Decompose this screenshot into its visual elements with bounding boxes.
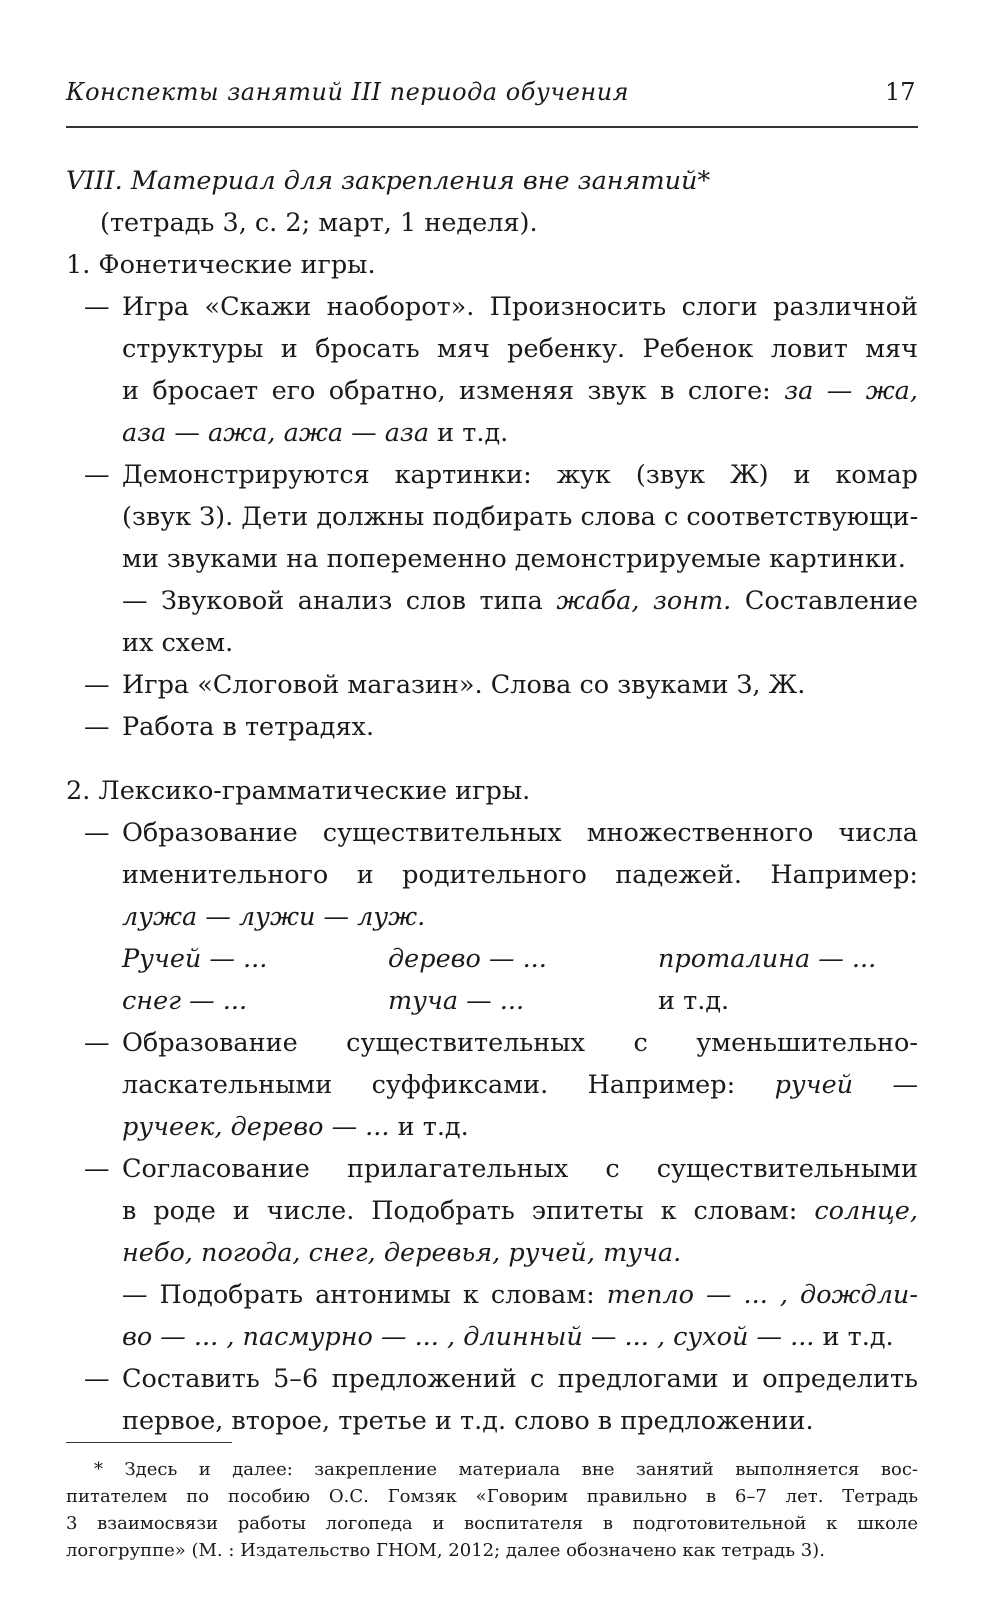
paragraph-gap	[0, 748, 1000, 770]
footnote-line: * Здесь и далее: закрепление материала вне занятий выполняется вос-	[94, 1459, 918, 1480]
dash-marker: —	[84, 1154, 110, 1184]
section-title: VIII. Материал для закрепления вне занятий*	[66, 166, 711, 196]
example-words: ручей —	[774, 1070, 918, 1100]
word-table-row	[0, 938, 918, 980]
example-words: небо, погода, снег, деревья, ручей, туча.	[122, 1238, 682, 1268]
text-line	[0, 412, 918, 454]
text-line-part: и т.д.	[429, 418, 509, 448]
text-line-part: — Звуковой анализ слов типа	[122, 586, 543, 616]
text-line: структуры и бросать мяч ребенку. Ребенок ловит мяч	[122, 334, 918, 364]
text-line	[0, 1022, 918, 1064]
example-words: солнце,	[814, 1196, 918, 1226]
text-line-part: Составить 5–6 предложений с предлогами и определить	[122, 1364, 918, 1394]
dash-marker: —	[84, 818, 110, 848]
text-line-part: — Подобрать антонимы к словам:	[122, 1280, 595, 1310]
text-line-part: Игра «Скажи наоборот». Произносить слоги различной	[122, 292, 918, 322]
text-line	[0, 1274, 918, 1316]
example-words: аза — ажа, ажа — аза	[122, 418, 430, 448]
main-text	[0, 160, 1000, 1442]
footnote-rule	[66, 1442, 232, 1443]
text-line: именительного и родительного падежей. Например:	[122, 860, 918, 890]
text-line-part: и т.д.	[389, 1112, 469, 1142]
text-line	[0, 706, 918, 748]
footnote-line: питателем по пособию О.С. Гомзяк «Говорим правильно в 6–7 лет. Тетрадь	[66, 1486, 918, 1507]
text-line	[0, 286, 918, 328]
running-title: Конспекты занятий III периода обучения	[66, 78, 630, 106]
footnote-line: 3 взаимосвязи работы логопеда и воспитателя в подготовительной к школе	[66, 1513, 918, 1534]
text-line-part: ласкательными суффиксами. Например:	[122, 1070, 736, 1100]
footnote	[66, 1456, 918, 1564]
footnote-line: логогруппе» (М. : Издательство ГНОМ, 2012; далее обозначено как тетрадь 3).	[66, 1540, 825, 1561]
word-cell: дерево — ...	[388, 944, 547, 974]
word-cell: Ручей — ...	[122, 944, 268, 974]
example-words: ручеек, дерево — ...	[122, 1112, 390, 1142]
example-words: тепло — ... , дождли-	[606, 1280, 918, 1310]
text-line	[0, 370, 918, 412]
text-line: их схем.	[122, 628, 234, 658]
word-cell: проталина — ...	[658, 944, 877, 974]
text-line-part: Образование существительных множественного числа	[122, 818, 918, 848]
text-line	[0, 664, 918, 706]
text-line-part: Демонстрируются картинки: жук (звук Ж) и комар	[122, 460, 918, 490]
text-line	[0, 1316, 918, 1358]
word-cell: и т.д.	[658, 986, 730, 1016]
dash-marker: —	[84, 1028, 110, 1058]
dash-marker: —	[84, 670, 110, 700]
block2-heading: 2. Лексико-грамматические игры.	[66, 776, 531, 806]
dash-marker: —	[84, 712, 110, 742]
text-line	[0, 1106, 918, 1148]
text-line-part: —	[84, 460, 110, 490]
text-line: ми звуками на попеременно демонстрируемые картинки.	[122, 544, 906, 574]
text-line: первое, второе, третье и т.д. слово в предложении.	[122, 1406, 814, 1436]
text-line-part: Образование существительных с уменьшительно-	[122, 1028, 918, 1058]
text-line-part: и т.д.	[814, 1322, 894, 1352]
text-line	[0, 1064, 918, 1106]
text-line-part: в роде и числе. Подобрать эпитеты к словам:	[122, 1196, 798, 1226]
word-cell: снег — ...	[122, 986, 248, 1016]
text-line	[0, 454, 918, 496]
text-line-part: Согласование прилагательных с существительными	[122, 1154, 918, 1184]
example-words: за — жа,	[784, 376, 918, 406]
block1-heading: 1. Фонетические игры.	[66, 250, 376, 280]
text-line-part: Игра «Слоговой магазин». Слова со звуками З, Ж.	[122, 670, 806, 700]
dash-marker: —	[84, 1364, 110, 1394]
page-number: 17	[885, 78, 916, 106]
text-line	[0, 812, 918, 854]
text-line	[0, 1358, 918, 1400]
text-line	[0, 1190, 918, 1232]
word-cell: туча — ...	[388, 986, 525, 1016]
text-line-part: Работа в тетрадях.	[122, 712, 375, 742]
text-line-part: Составление	[744, 586, 919, 616]
text-line: (звук З). Дети должны подбирать слова с соответствующи-	[122, 502, 919, 532]
example-words: лужа — лужи — луж.	[122, 902, 426, 932]
header-rule	[66, 126, 918, 128]
section-subtitle: (тетрадь 3, с. 2; март, 1 неделя).	[100, 208, 538, 238]
example-words: жаба, зонт.	[556, 586, 732, 616]
text-line-part: и бросает его обратно, изменяя звук в слоге:	[122, 376, 771, 406]
text-line	[0, 1148, 918, 1190]
text-line	[0, 580, 918, 622]
example-words: во — ... , пасмурно — ... , длинный — ... , сухой — ...	[122, 1322, 815, 1352]
word-table-row	[0, 980, 918, 1022]
text-line-part: —	[84, 292, 110, 322]
